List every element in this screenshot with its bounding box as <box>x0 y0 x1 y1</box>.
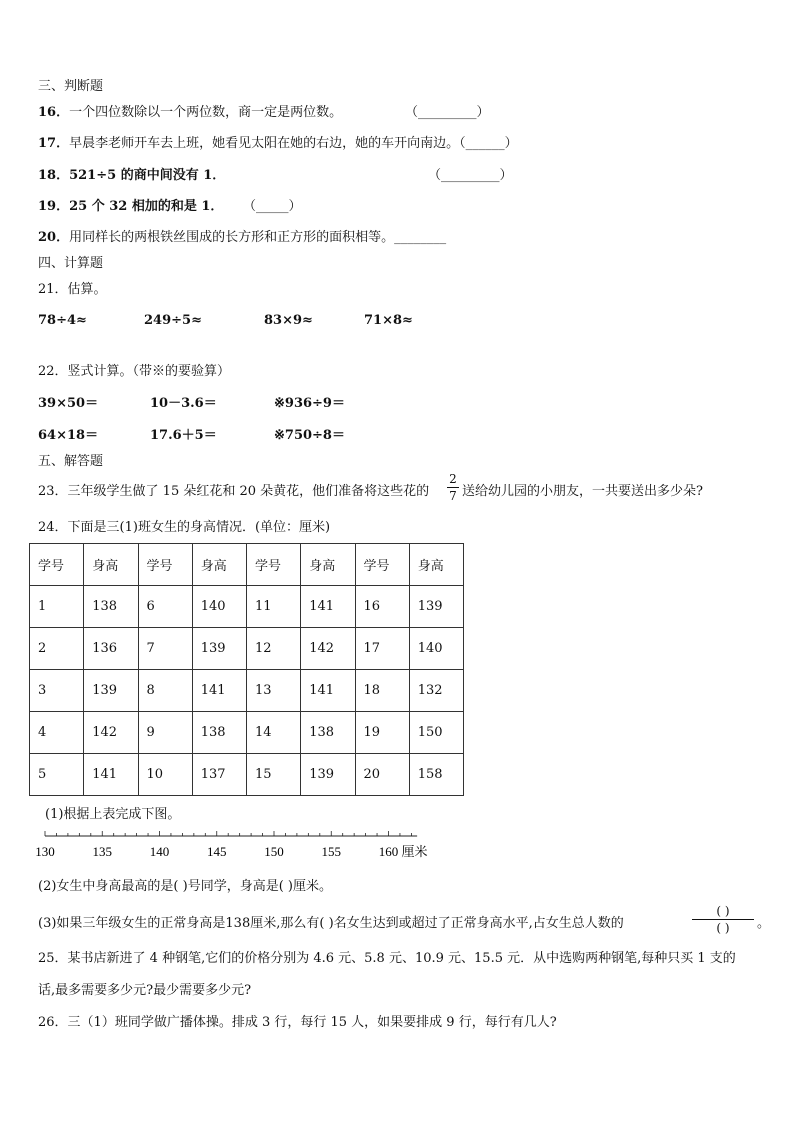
answer-blank-17[interactable]: （______） <box>459 136 518 151</box>
tick-label: 130 <box>35 844 55 859</box>
fraction-numerator: 2 <box>449 472 457 486</box>
height-cell: 141 <box>192 670 246 712</box>
answer-blank-18[interactable]: （_________） <box>428 168 513 183</box>
table-row <box>30 670 464 712</box>
fraction <box>447 472 459 503</box>
height-cell: 132 <box>409 670 463 712</box>
height-cell: 136 <box>84 628 138 670</box>
question-23-pre: 23．三年级学生做了 15 朵红花和 20 朵黄花，他们准备将这些花的 <box>38 484 430 499</box>
answer-blank-19[interactable]: （_____） <box>243 199 302 214</box>
question-text: 521÷5 的商中间没有 1． <box>69 168 226 183</box>
table-header-cell: 学号 <box>138 544 192 586</box>
height-cell: 139 <box>192 628 246 670</box>
height-cell: 139 <box>409 586 463 628</box>
height-cell: 138 <box>301 712 355 754</box>
question-number: 20． <box>38 230 70 245</box>
table-header-cell: 身高 <box>409 544 463 586</box>
table-header-cell: 身高 <box>192 544 246 586</box>
height-cell: 140 <box>192 586 246 628</box>
question-18 <box>38 167 225 185</box>
table-header-cell: 学号 <box>30 544 84 586</box>
height-cell: 141 <box>301 670 355 712</box>
question-text: 一个四位数除以一个两位数，商一定是两位数。 <box>69 105 343 120</box>
student-number-cell: 12 <box>247 628 301 670</box>
student-number-cell: 1 <box>30 586 84 628</box>
question-20 <box>38 229 446 247</box>
estimate-item: 71×8≈ <box>364 313 413 328</box>
height-cell: 138 <box>192 712 246 754</box>
question-number: 16． <box>38 105 70 120</box>
question-24-title: 24．下面是三(1)班女生的身高情况．(单位：厘米) <box>38 520 331 535</box>
calc-item: 17.6＋5＝ <box>150 428 217 443</box>
tick-label: 135 <box>92 844 112 859</box>
table-header-cell: 身高 <box>301 544 355 586</box>
question-number: 18． <box>38 168 70 183</box>
student-number-cell: 19 <box>355 712 409 754</box>
height-cell: 138 <box>84 586 138 628</box>
student-number-cell: 11 <box>247 586 301 628</box>
student-number-cell: 9 <box>138 712 192 754</box>
section4-title: 四、计算题 <box>38 256 104 271</box>
height-cell: 137 <box>192 754 246 796</box>
height-cell: 141 <box>301 586 355 628</box>
calc-item: 64×18＝ <box>38 428 99 443</box>
table-row <box>30 586 464 628</box>
student-number-cell: 4 <box>30 712 84 754</box>
tick-label: 160 <box>378 844 399 859</box>
unit-label: 厘米 <box>401 845 428 860</box>
height-cell: 158 <box>409 754 463 796</box>
fraction-bar <box>447 487 459 488</box>
student-number-cell: 17 <box>355 628 409 670</box>
student-number-cell: 5 <box>30 754 84 796</box>
tick-label: 150 <box>264 844 284 859</box>
calc-item: ※750÷8＝ <box>274 428 345 443</box>
question-19 <box>38 198 223 216</box>
tick-label: 140 <box>149 844 170 859</box>
question-24-sub1: (1)根据上表完成下图。 <box>45 807 181 822</box>
student-number-cell: 3 <box>30 670 84 712</box>
question-25-line2: 话,最多需要多少元?最少需要多少元? <box>38 983 252 998</box>
height-cell: 141 <box>84 754 138 796</box>
student-number-cell: 7 <box>138 628 192 670</box>
question-21-title: 21．估算。 <box>38 282 107 297</box>
student-number-cell: 18 <box>355 670 409 712</box>
student-number-cell: 8 <box>138 670 192 712</box>
table-header-cell: 学号 <box>247 544 301 586</box>
question-26: 26．三（1）班同学做广播体操。排成 3 行，每行 15 人，如果要排成 9 行，每行有几人? <box>38 1015 557 1030</box>
question-text: 早晨李老师开车去上班，她看见太阳在她的右边，她的车开向南边。 <box>69 136 460 151</box>
fraction-numerator[interactable]: ( ) <box>716 904 730 918</box>
question-text: 用同样长的两根铁丝围成的长方形和正方形的面积相等。________ <box>69 230 447 245</box>
height-cell: 142 <box>84 712 138 754</box>
student-number-cell: 15 <box>247 754 301 796</box>
student-number-cell: 16 <box>355 586 409 628</box>
student-number-cell: 20 <box>355 754 409 796</box>
calc-item: 10－3.6＝ <box>150 396 217 411</box>
question-number: 17． <box>38 136 70 151</box>
height-cell: 150 <box>409 712 463 754</box>
estimate-item: 78÷4≈ <box>38 313 87 328</box>
number-line <box>35 826 440 862</box>
fraction-denominator[interactable]: ( ) <box>716 921 730 935</box>
question-22-title: 22．竖式计算。（带※的要验算） <box>38 364 231 379</box>
student-number-cell: 2 <box>30 628 84 670</box>
question-text: 25 个 32 相加的和是 1． <box>69 199 224 214</box>
question-25-line1: 25．某书店新进了 4 种钢笔,它们的价格分别为 4.6 元、5.8 元、10.9 元、15.5 元．从中选购两种钢笔,每种只买 1 支的 <box>38 951 736 966</box>
height-cell: 142 <box>301 628 355 670</box>
table-header-row <box>30 544 464 586</box>
table-row <box>30 712 464 754</box>
sentence-end: 。 <box>757 916 771 931</box>
table-row <box>30 628 464 670</box>
estimate-item: 83×9≈ <box>264 313 313 328</box>
answer-blank-16[interactable]: （_________） <box>405 105 490 120</box>
table-header-cell: 身高 <box>84 544 138 586</box>
student-number-cell: 6 <box>138 586 192 628</box>
student-number-cell: 13 <box>247 670 301 712</box>
height-cell: 139 <box>301 754 355 796</box>
fraction-answer[interactable] <box>692 904 754 935</box>
tick-label: 155 <box>321 844 341 859</box>
height-cell: 140 <box>409 628 463 670</box>
calc-item: 39×50＝ <box>38 396 99 411</box>
fraction-bar <box>692 919 754 920</box>
section5-title: 五、解答题 <box>38 454 104 469</box>
fraction-denominator: 7 <box>449 489 457 503</box>
height-cell: 139 <box>84 670 138 712</box>
question-16 <box>38 104 342 122</box>
calc-item: ※936÷9＝ <box>274 396 345 411</box>
question-24-sub3: (3)如果三年级女生的正常身高是138厘米,那么有( )名女生达到或超过了正常身高水平,占女生总人数的 <box>38 916 624 931</box>
table-header-cell: 学号 <box>355 544 409 586</box>
question-17 <box>38 135 518 153</box>
question-24-sub2: (2)女生中身高最高的是( )号同学，身高是( )厘米。 <box>38 879 332 894</box>
table-row <box>30 754 464 796</box>
height-table <box>29 543 464 796</box>
question-23-post: 送给幼儿园的小朋友，一共要送出多少朵? <box>462 484 703 499</box>
student-number-cell: 10 <box>138 754 192 796</box>
tick-label: 145 <box>207 844 227 859</box>
estimate-item: 249÷5≈ <box>144 313 202 328</box>
student-number-cell: 14 <box>247 712 301 754</box>
question-number: 19． <box>38 199 70 214</box>
section3-title: 三、判断题 <box>38 79 104 94</box>
